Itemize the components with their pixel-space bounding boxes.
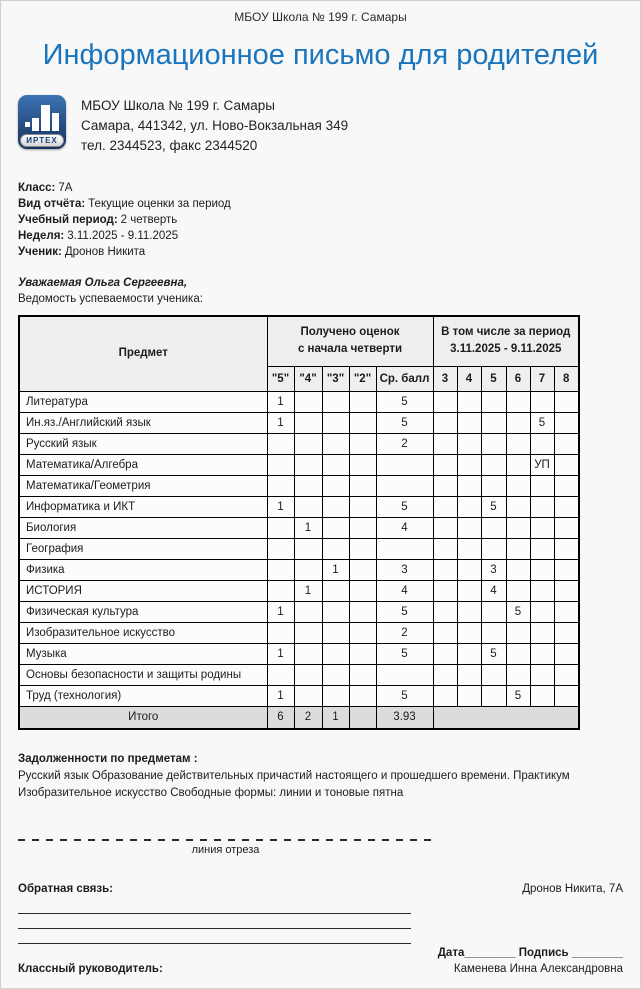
period-mark-cell [530, 538, 554, 559]
mark-count-cell [294, 412, 322, 433]
period-mark-cell [433, 580, 457, 601]
table-row [19, 643, 579, 664]
period-mark-cell: 3 [481, 559, 506, 580]
mark-count-cell [267, 559, 294, 580]
period-mark-cell [457, 643, 481, 664]
date-signature-row: Дата________ Подпись ________ [437, 947, 623, 959]
table-row [19, 496, 579, 517]
period-mark-cell [481, 664, 506, 685]
org-name: МБОУ Школа № 199 г. Самары [81, 98, 275, 113]
period-mark-cell [506, 391, 530, 412]
col-header-subject: Предмет [19, 316, 267, 391]
mark-count-cell [294, 643, 322, 664]
period-mark-cell [457, 391, 481, 412]
period-mark-cell [481, 412, 506, 433]
mark-count-cell [349, 643, 376, 664]
col-header-mark3: "3" [322, 366, 349, 391]
debts-block [18, 751, 623, 802]
col-header-mark5: "5" [267, 366, 294, 391]
total-count-cell: 6 [267, 706, 294, 729]
mark-count-cell [294, 454, 322, 475]
mark-count-cell [349, 454, 376, 475]
period-mark-cell [457, 622, 481, 643]
subject-cell: Труд (технология) [19, 685, 267, 706]
irtech-logo-icon [18, 95, 66, 149]
col-header-day: 3 [433, 366, 457, 391]
period-mark-cell: 5 [506, 601, 530, 622]
period-mark-cell [433, 538, 457, 559]
col-header-mark2: "2" [349, 366, 376, 391]
mark-count-cell: 1 [267, 412, 294, 433]
mark-count-cell [322, 391, 349, 412]
mark-count-cell [322, 517, 349, 538]
period-mark-cell [530, 622, 554, 643]
period-mark-cell: УП [530, 454, 554, 475]
col-group-received-marks: Получено оценок с начала четверти [267, 316, 433, 366]
mark-count-cell [349, 685, 376, 706]
period-mark-cell: 5 [481, 643, 506, 664]
subject-cell: Русский язык [19, 433, 267, 454]
period-mark-cell [554, 664, 579, 685]
period-mark-cell [433, 454, 457, 475]
table-row [19, 622, 579, 643]
col-group-period: В том числе за период 3.11.2025 - 9.11.2025 [433, 316, 579, 366]
mark-count-cell [267, 517, 294, 538]
avg-cell: 5 [376, 391, 433, 412]
table-row [19, 538, 579, 559]
avg-cell: 2 [376, 622, 433, 643]
cut-line-block [18, 839, 433, 856]
period-mark-cell [457, 685, 481, 706]
total-count-cell: 2 [294, 706, 322, 729]
period-mark-cell [530, 496, 554, 517]
avg-cell: 5 [376, 643, 433, 664]
detail-week: Неделя: 3.11.2025 - 9.11.2025 [18, 230, 179, 242]
period-mark-cell [530, 559, 554, 580]
table-row [19, 412, 579, 433]
table-row [19, 454, 579, 475]
write-line [18, 929, 411, 944]
avg-cell: 5 [376, 685, 433, 706]
period-mark-cell [481, 475, 506, 496]
period-mark-cell [433, 559, 457, 580]
page-title: Информационное письмо для родителей [42, 39, 599, 71]
detail-report-type: Вид отчёта: Текущие оценки за период [18, 198, 231, 210]
period-mark-cell [554, 580, 579, 601]
table-row [19, 559, 579, 580]
subject-cell: Основы безопасности и защиты родины [19, 664, 267, 685]
mark-count-cell [322, 496, 349, 517]
mark-count-cell [349, 412, 376, 433]
subject-cell: Литература [19, 391, 267, 412]
avg-cell: 4 [376, 580, 433, 601]
mark-count-cell [294, 622, 322, 643]
period-mark-cell [530, 643, 554, 664]
mark-count-cell [349, 664, 376, 685]
period-mark-cell [506, 664, 530, 685]
period-mark-cell [433, 643, 457, 664]
period-mark-cell [506, 580, 530, 601]
table-row [19, 475, 579, 496]
logo-label: ИРТЕХ [20, 134, 64, 147]
mark-count-cell: 1 [267, 391, 294, 412]
org-phone: тел. 2344523, факс 2344520 [81, 138, 258, 153]
period-mark-cell: 4 [481, 580, 506, 601]
org-block [18, 95, 623, 156]
period-mark-cell [457, 559, 481, 580]
mark-count-cell: 1 [294, 517, 322, 538]
mark-count-cell: 1 [267, 643, 294, 664]
org-info [81, 95, 348, 156]
mark-count-cell [349, 391, 376, 412]
table-row [19, 580, 579, 601]
mark-count-cell [267, 475, 294, 496]
cut-line-label: линия отреза [191, 844, 260, 856]
period-mark-cell [433, 517, 457, 538]
logo-bar-icon [25, 122, 30, 127]
debts-title: Задолженности по предметам : [18, 753, 198, 765]
period-mark-cell [506, 643, 530, 664]
period-mark-cell [530, 685, 554, 706]
mark-count-cell [294, 685, 322, 706]
period-mark-cell [506, 412, 530, 433]
mark-count-cell: 1 [267, 496, 294, 517]
mark-count-cell [267, 580, 294, 601]
period-mark-cell [457, 433, 481, 454]
mark-count-cell [322, 685, 349, 706]
period-mark-cell [457, 580, 481, 601]
subject-cell: Изобразительное искусство [19, 622, 267, 643]
period-mark-cell [554, 454, 579, 475]
mark-count-cell [322, 580, 349, 601]
period-mark-cell [554, 685, 579, 706]
period-mark-cell [457, 475, 481, 496]
write-line [18, 899, 411, 914]
period-mark-cell [457, 538, 481, 559]
period-mark-cell [481, 391, 506, 412]
subject-cell: Физика [19, 559, 267, 580]
period-mark-cell [530, 601, 554, 622]
table-header-groups [19, 316, 579, 366]
mark-count-cell [349, 559, 376, 580]
avg-cell: 5 [376, 601, 433, 622]
period-mark-cell [554, 538, 579, 559]
table-row [19, 517, 579, 538]
period-mark-cell [554, 433, 579, 454]
debt-item: Изобразительное искусство Свободные формы: линии и тоновые пятна [18, 787, 404, 799]
avg-cell: 5 [376, 412, 433, 433]
avg-cell: 2 [376, 433, 433, 454]
period-mark-cell [481, 454, 506, 475]
period-mark-cell [457, 412, 481, 433]
period-mark-cell [481, 685, 506, 706]
total-avg-cell: 3.93 [376, 706, 433, 729]
period-mark-cell [530, 664, 554, 685]
period-mark-cell [433, 622, 457, 643]
mark-count-cell [349, 601, 376, 622]
feedback-title: Обратная связь: [18, 883, 113, 895]
col-header-day: 5 [481, 366, 506, 391]
period-mark-cell [433, 685, 457, 706]
period-mark-cell [433, 664, 457, 685]
col-header-day: 6 [506, 366, 530, 391]
debt-item: Русский язык Образование действительных причастий настоящего и прошедшего времени. Практикум [18, 770, 570, 782]
period-mark-cell [554, 559, 579, 580]
feedback-student: Дронов Никита, 7А [522, 883, 623, 895]
period-mark-cell [433, 433, 457, 454]
total-count-cell [349, 706, 376, 729]
mark-count-cell [294, 496, 322, 517]
write-line [18, 914, 411, 929]
detail-period: Учебный период: 2 четверть [18, 214, 178, 226]
avg-cell [376, 454, 433, 475]
school-name-top: МБОУ Школа № 199 г. Самары [234, 10, 407, 24]
report-details [18, 180, 623, 260]
period-mark-cell [481, 538, 506, 559]
subject-cell: Математика/Алгебра [19, 454, 267, 475]
period-mark-cell [433, 601, 457, 622]
teacher-name: Каменева Инна Александровна [453, 963, 623, 975]
avg-cell [376, 664, 433, 685]
period-mark-cell [433, 496, 457, 517]
subject-cell: Музыка [19, 643, 267, 664]
mark-count-cell: 1 [267, 601, 294, 622]
mark-count-cell [322, 412, 349, 433]
mark-count-cell [322, 433, 349, 454]
avg-cell [376, 538, 433, 559]
mark-count-cell [349, 622, 376, 643]
period-mark-cell [554, 412, 579, 433]
period-mark-cell [530, 517, 554, 538]
period-mark-cell [530, 475, 554, 496]
period-mark-cell [506, 622, 530, 643]
mark-count-cell [267, 538, 294, 559]
period-mark-cell [457, 601, 481, 622]
subject-cell: Информатика и ИКТ [19, 496, 267, 517]
col-header-avg: Ср. балл [376, 366, 433, 391]
period-mark-cell [506, 538, 530, 559]
mark-count-cell [294, 559, 322, 580]
period-mark-cell [554, 622, 579, 643]
total-period-cell [433, 706, 579, 729]
period-mark-cell [554, 496, 579, 517]
subject-cell: Математика/Геометрия [19, 475, 267, 496]
salutation: Уважаемая Ольга Сергеевна, [18, 277, 188, 289]
avg-cell: 3 [376, 559, 433, 580]
mark-count-cell [294, 475, 322, 496]
mark-count-cell: 1 [294, 580, 322, 601]
mark-count-cell [322, 664, 349, 685]
mark-count-cell [322, 454, 349, 475]
feedback-header-row [18, 883, 623, 895]
mark-count-cell: 1 [267, 685, 294, 706]
mark-count-cell [267, 664, 294, 685]
period-mark-cell: 5 [530, 412, 554, 433]
subject-cell: ИСТОРИЯ [19, 580, 267, 601]
table-row [19, 664, 579, 685]
period-mark-cell [554, 601, 579, 622]
period-mark-cell [554, 643, 579, 664]
period-mark-cell [481, 433, 506, 454]
mark-count-cell [349, 433, 376, 454]
period-mark-cell [481, 622, 506, 643]
period-mark-cell [506, 433, 530, 454]
mark-count-cell [322, 475, 349, 496]
greeting-block [18, 275, 623, 307]
period-mark-cell [457, 454, 481, 475]
subject-cell: География [19, 538, 267, 559]
period-mark-cell [554, 391, 579, 412]
period-mark-cell [530, 391, 554, 412]
mark-count-cell [267, 454, 294, 475]
period-mark-cell [554, 475, 579, 496]
period-mark-cell [530, 433, 554, 454]
avg-cell [376, 475, 433, 496]
table-row [19, 433, 579, 454]
mark-count-cell [349, 475, 376, 496]
subject-cell: Ин.яз./Английский язык [19, 412, 267, 433]
period-mark-cell [433, 391, 457, 412]
col-header-mark4: "4" [294, 366, 322, 391]
period-mark-cell [481, 601, 506, 622]
org-address: Самара, 441342, ул. Ново-Вокзальная 349 [81, 118, 349, 133]
detail-class: Класс: 7А [18, 182, 73, 194]
cut-dashed-line [18, 839, 433, 841]
period-mark-cell [506, 475, 530, 496]
avg-cell: 4 [376, 517, 433, 538]
table-row [19, 601, 579, 622]
feedback-write-lines [18, 899, 411, 944]
total-count-cell: 1 [322, 706, 349, 729]
mark-count-cell [294, 538, 322, 559]
grades-table [18, 315, 580, 730]
period-mark-cell: 5 [506, 685, 530, 706]
mark-count-cell [349, 496, 376, 517]
logo-bar-icon [41, 105, 50, 131]
period-mark-cell [457, 496, 481, 517]
subject-cell: Биология [19, 517, 267, 538]
teacher-label: Классный руководитель: [18, 963, 163, 975]
mark-count-cell [267, 433, 294, 454]
mark-count-cell [294, 391, 322, 412]
total-row [19, 706, 579, 729]
mark-count-cell [294, 601, 322, 622]
mark-count-cell: 1 [322, 559, 349, 580]
mark-count-cell [322, 601, 349, 622]
mark-count-cell [349, 538, 376, 559]
mark-count-cell [322, 538, 349, 559]
mark-count-cell [294, 664, 322, 685]
period-mark-cell [481, 517, 506, 538]
mark-count-cell [294, 433, 322, 454]
period-mark-cell [554, 517, 579, 538]
period-mark-cell [506, 496, 530, 517]
period-mark-cell [433, 412, 457, 433]
col-header-day: 7 [530, 366, 554, 391]
period-mark-cell [457, 664, 481, 685]
teacher-row [18, 963, 623, 975]
mark-count-cell [349, 580, 376, 601]
col-header-day: 4 [457, 366, 481, 391]
period-mark-cell [530, 580, 554, 601]
table-row [19, 685, 579, 706]
greeting-intro: Ведомость успеваемости ученика: [18, 293, 203, 305]
col-header-day: 8 [554, 366, 579, 391]
mark-count-cell [267, 622, 294, 643]
logo-bar-icon [52, 113, 59, 131]
period-mark-cell [506, 559, 530, 580]
total-label-cell: Итого [19, 706, 267, 729]
mark-count-cell [322, 622, 349, 643]
table-row [19, 391, 579, 412]
period-mark-cell [506, 517, 530, 538]
mark-count-cell [349, 517, 376, 538]
subject-cell: Физическая культура [19, 601, 267, 622]
mark-count-cell [322, 643, 349, 664]
period-mark-cell [506, 454, 530, 475]
avg-cell: 5 [376, 496, 433, 517]
period-mark-cell [433, 475, 457, 496]
logo-bar-icon [32, 118, 39, 131]
detail-student: Ученик: Дронов Никита [18, 246, 146, 258]
period-mark-cell: 5 [481, 496, 506, 517]
period-mark-cell [457, 517, 481, 538]
